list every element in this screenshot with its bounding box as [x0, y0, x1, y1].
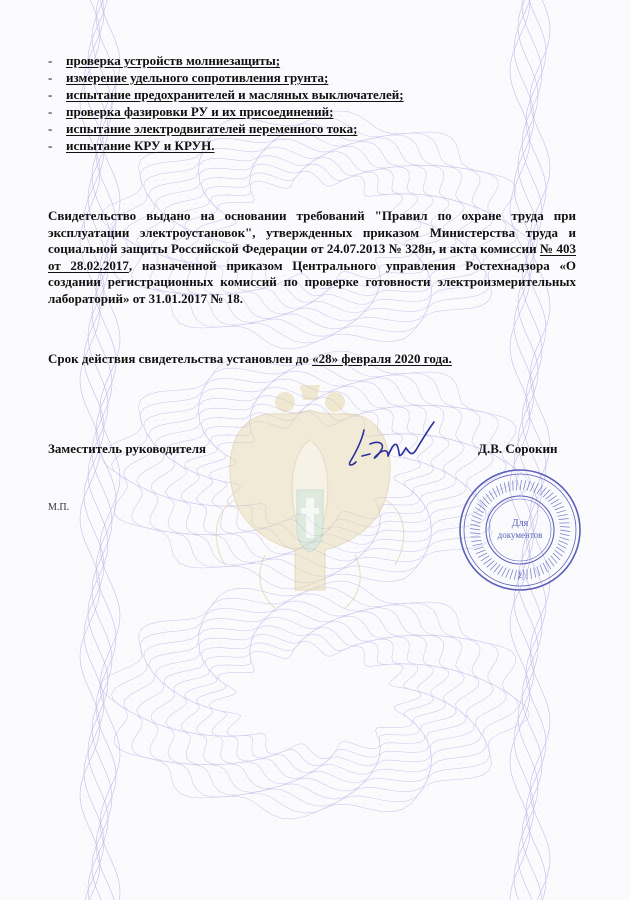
stamp-center-line2: документов: [497, 530, 543, 540]
list-marker: -: [48, 121, 53, 136]
list-item: [48, 103, 588, 120]
stamp-number: 2: [518, 571, 522, 580]
list-item-text: проверка фазировки РУ и их присоединений;: [66, 104, 334, 119]
list-marker: -: [48, 104, 53, 119]
basis-text-part2: , назначенной приказом Центрального управления Ростехнадзора «О создании регистрационных комиссий по проверке готовности электроизмерительных лабораторий» от 31.01.2017 № 18.: [48, 257, 576, 306]
stamp-center-line1: Для: [511, 518, 529, 529]
handwritten-signature: [340, 418, 440, 473]
signatory-title: Заместитель руководителя: [48, 441, 207, 456]
list-marker: -: [48, 70, 53, 85]
list-item-text: испытание предохранителей и масляных выключателей;: [66, 87, 404, 102]
list-item: [48, 52, 588, 69]
list-item: [48, 137, 588, 154]
list-item-text: проверка устройств молниезащиты;: [66, 53, 281, 68]
validity-line: [48, 350, 588, 367]
basis-text-part1: Свидетельство выдано на основании требований "Правил по охране труда при эксплуатации электроустановок", утвержденных приказом Министерства труда и социальной защиты Российской Федерации от 24.07.2013 № 328н, и акта комиссии: [48, 208, 576, 257]
round-stamp: [455, 465, 585, 595]
act-reference: № 403 от 28.02.2017: [48, 241, 576, 273]
seal-place-label: М.П.: [48, 502, 70, 513]
signatory-name: Д.В. Сорокин: [478, 441, 558, 456]
list-marker: -: [48, 53, 53, 68]
list-item-text: испытание электродвигателей переменного тока;: [66, 121, 358, 136]
list-item-text: измерение удельного сопротивления грунта;: [66, 70, 329, 85]
list-marker: -: [48, 87, 53, 102]
validity-prefix: Срок действия свидетельства установлен до: [48, 351, 313, 366]
list-item-text: испытание КРУ и КРУН.: [66, 138, 215, 153]
list-item: [48, 86, 588, 103]
validity-date: «28» февраля 2020 года.: [312, 351, 452, 366]
basis-paragraph: [48, 208, 576, 308]
list-item: [48, 69, 588, 86]
list-item: [48, 120, 588, 137]
test-list: [48, 52, 588, 154]
list-marker: -: [48, 138, 53, 153]
